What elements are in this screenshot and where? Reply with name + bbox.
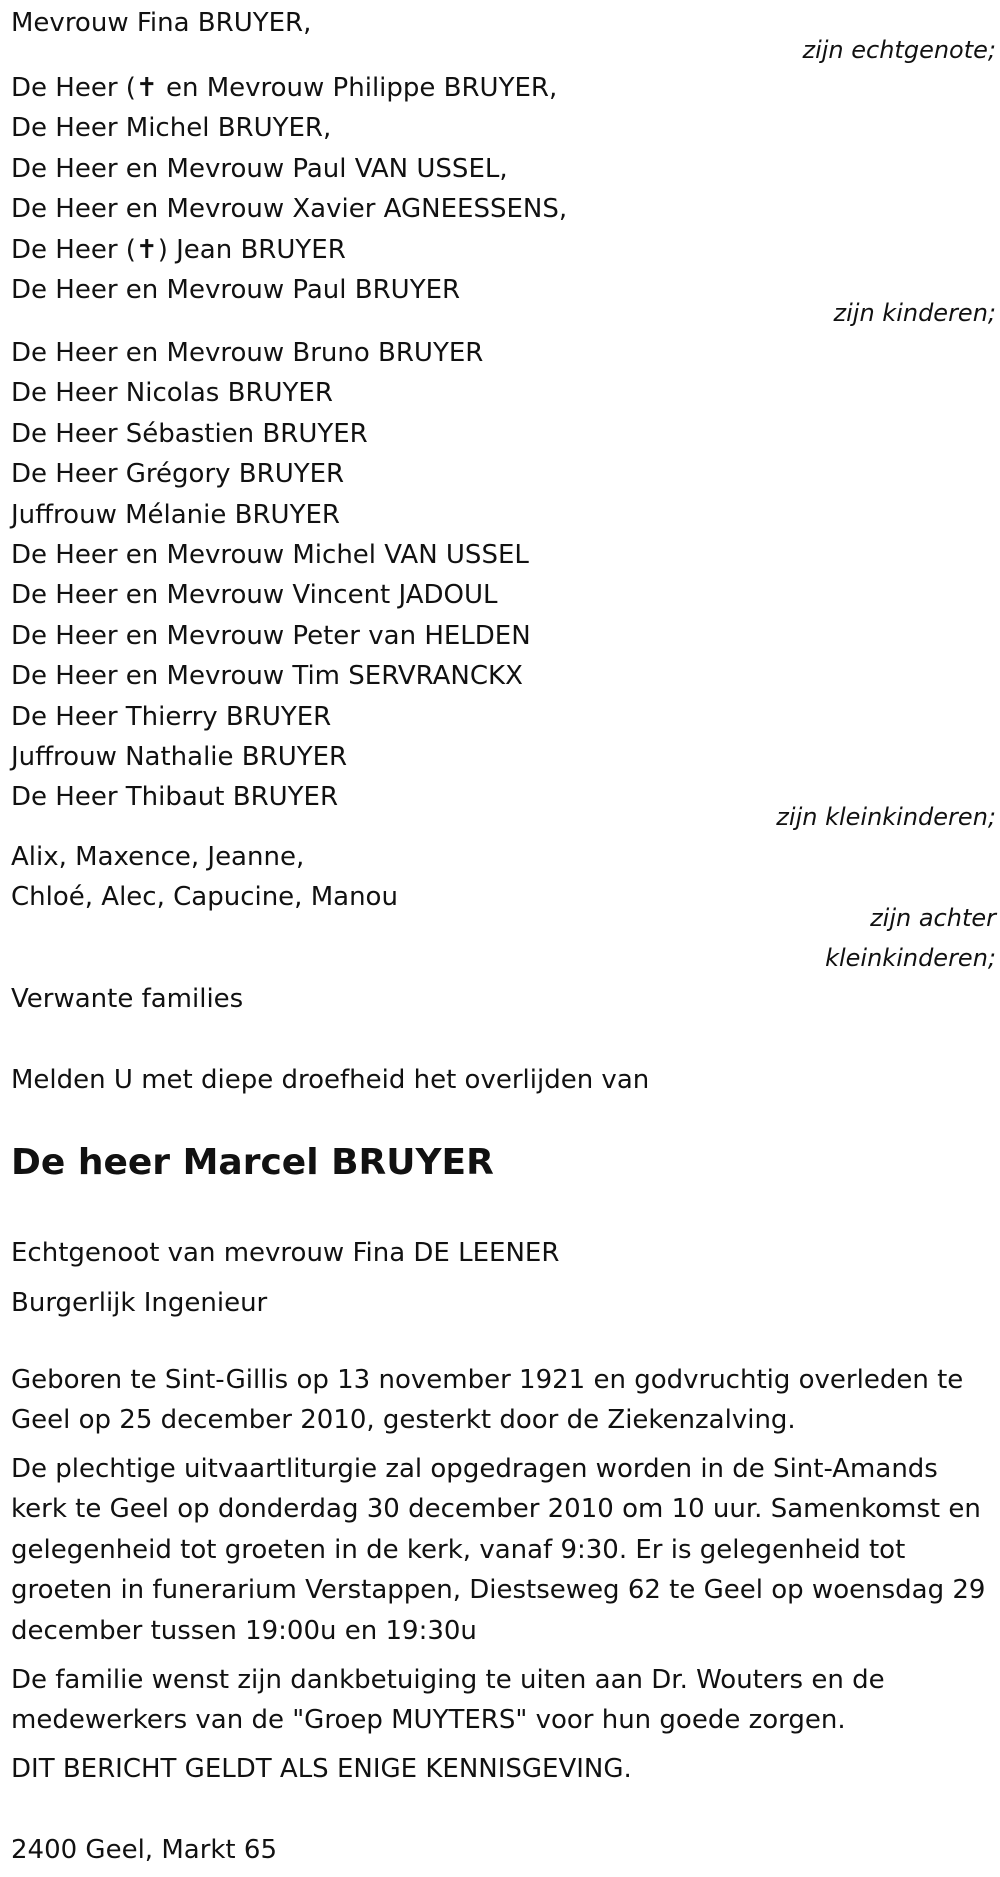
grandchildren-list bbox=[11, 333, 531, 818]
grandchild-name: De Heer en Mevrouw Vincent JADOUL bbox=[11, 580, 498, 611]
address: 2400 Geel, Markt 65 bbox=[11, 1835, 277, 1865]
widow-list bbox=[11, 3, 311, 43]
related-families: Verwante families bbox=[11, 984, 244, 1014]
grandchildren-role: zijn kleinkinderen; bbox=[776, 803, 996, 831]
great-grandchildren-role-line: zijn achter bbox=[870, 904, 996, 932]
children-list bbox=[11, 68, 567, 310]
child-name: De Heer en Mevrouw Paul VAN USSEL, bbox=[11, 153, 508, 184]
funeral-paragraph: De plechtige uitvaartliturgie zal opgedragen worden in de Sint-Amands kerk te Geel op donderdag 30 december 2010 om 10 uur. Samenkomst en gelegenheid tot groeten in de kerk, vanaf 9:30. Er is gelegenheid tot groeten in funerarium Verstappen, Diestseweg 62 te Geel op woensdag 29 december tussen 19:00u en 19:30u bbox=[11, 1454, 986, 1646]
grandchild-name: Juffrouw Nathalie BRUYER bbox=[11, 742, 348, 773]
great-grandchildren-list bbox=[11, 837, 398, 918]
grandchild-name: De Heer en Mevrouw Michel VAN USSEL bbox=[11, 540, 529, 571]
grandchild-name: De Heer en Mevrouw Tim SERVRANCKX bbox=[11, 661, 523, 692]
child-name: De Heer (✝ en Mevrouw Philippe BRUYER, bbox=[11, 73, 558, 103]
child-name: De Heer (✝) Jean BRUYER bbox=[11, 234, 346, 265]
grandchild-name: Juffrouw Mélanie BRUYER bbox=[11, 499, 340, 530]
grandchild-name: De Heer Nicolas BRUYER bbox=[11, 378, 333, 409]
child-name: De Heer Michel BRUYER, bbox=[11, 113, 332, 144]
announcement-text: Melden U met diepe droefheid het overlijden van bbox=[11, 1065, 650, 1095]
grandchild-name: De Heer en Mevrouw Peter van HELDEN bbox=[11, 620, 531, 651]
great-grandchildren-role bbox=[825, 898, 996, 978]
grandchild-name: De Heer en Mevrouw Bruno BRUYER bbox=[11, 338, 484, 368]
grandchild-name: De Heer Grégory BRUYER bbox=[11, 459, 345, 490]
grandchild-name: De Heer Thierry BRUYER bbox=[11, 701, 332, 732]
thanks-paragraph: De familie wenst zijn dankbetuiging te uiten aan Dr. Wouters en de medewerkers van de "Groep MUYTERS" voor hun goede zorgen. bbox=[11, 1665, 885, 1736]
grandchild-name: De Heer Thibaut BRUYER bbox=[11, 782, 339, 813]
spouse-line: Echtgenoot van mevrouw Fina DE LEENER bbox=[11, 1238, 560, 1268]
great-grandchild-names: Chloé, Alec, Capucine, Manou bbox=[11, 882, 398, 913]
children-role: zijn kinderen; bbox=[833, 299, 996, 327]
birth-death-paragraph: Geboren te Sint-Gillis op 13 november 1921 en godvruchtig overleden te Geel op 25 december 2010, gesterkt door de Ziekenzalving. bbox=[11, 1365, 964, 1436]
widow-role: zijn echtgenote; bbox=[802, 36, 996, 64]
grandchild-name: De Heer Sébastien BRUYER bbox=[11, 418, 368, 449]
child-name: De Heer en Mevrouw Paul BRUYER bbox=[11, 275, 461, 306]
great-grandchildren-role-line: kleinkinderen; bbox=[825, 944, 996, 972]
widow-name: Mevrouw Fina BRUYER, bbox=[11, 8, 312, 38]
child-name: De Heer en Mevrouw Xavier AGNEESSENS, bbox=[11, 194, 568, 225]
profession: Burgerlijk Ingenieur bbox=[11, 1288, 268, 1318]
great-grandchild-names: Alix, Maxence, Jeanne, bbox=[11, 842, 305, 872]
notice-paragraph: DIT BERICHT GELDT ALS ENIGE KENNISGEVING. bbox=[11, 1754, 632, 1784]
deceased-name: De heer Marcel BRUYER bbox=[11, 1142, 494, 1183]
